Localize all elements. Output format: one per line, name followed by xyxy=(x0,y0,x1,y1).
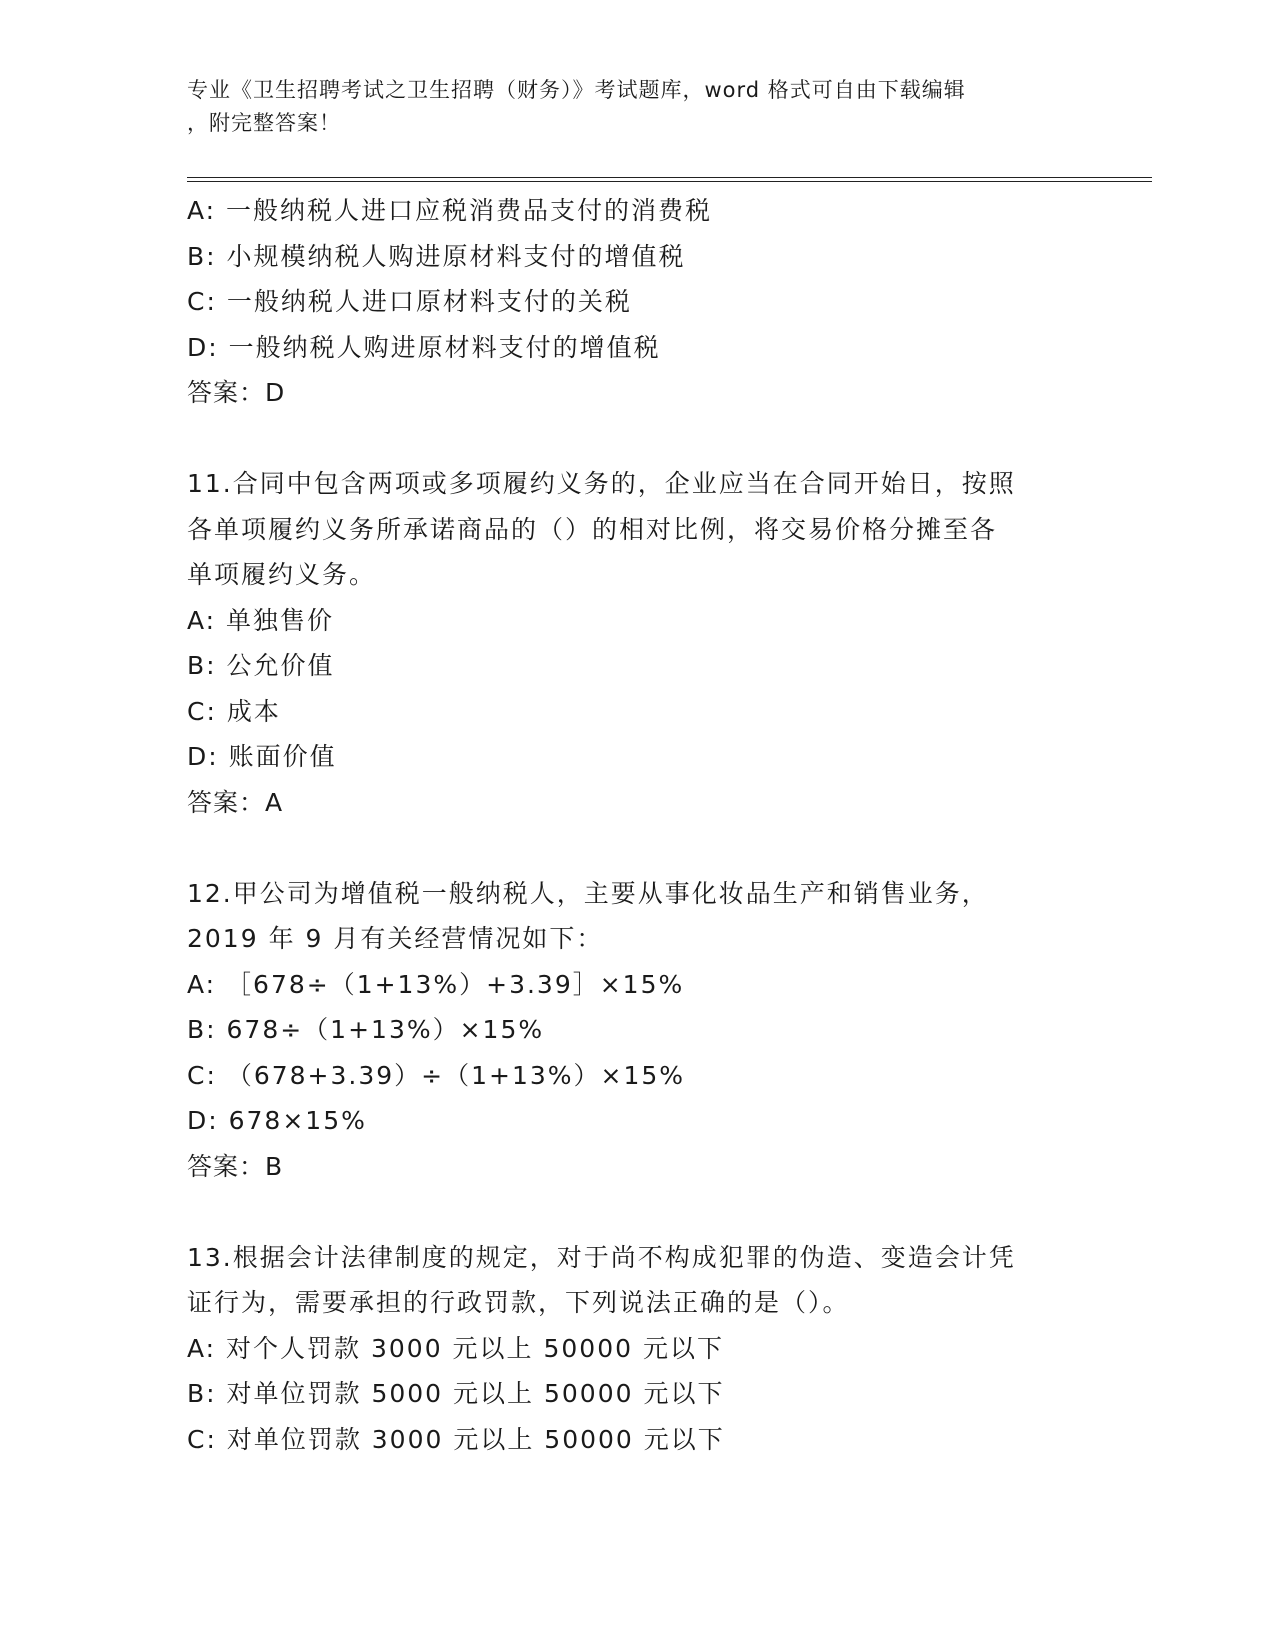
question-list xyxy=(187,188,1087,1462)
answer: 答案：B xyxy=(187,1151,284,1181)
header-divider xyxy=(187,177,1152,182)
question-stem-line: 证行为，需要承担的行政罚款，下列说法正确的是（）。 xyxy=(187,1288,850,1317)
option-b: B: 小规模纳税人购进原材料支付的增值税 xyxy=(187,241,686,271)
option-d: D: 账面价值 xyxy=(187,742,337,771)
question-10 xyxy=(187,188,1087,416)
question-stem-line: 13.根据会计法律制度的规定，对于尚不构成犯罪的伪造、变造会计凭 xyxy=(187,1242,1016,1272)
option-c: C: 成本 xyxy=(187,696,281,726)
question-12 xyxy=(187,871,1087,1190)
spacer xyxy=(187,1189,1087,1235)
header-line-2: ，附完整答案！ xyxy=(187,111,341,135)
question-11 xyxy=(187,461,1087,825)
option-a: A: 一般纳税人进口应税消费品支付的消费税 xyxy=(187,196,713,225)
answer: 答案：A xyxy=(187,787,284,817)
option-d: D: 一般纳税人购进原材料支付的增值税 xyxy=(187,332,661,362)
question-stem-line: 单项履约义务。 xyxy=(187,560,377,589)
option-a: A: 对个人罚款 3000 元以上 50000 元以下 xyxy=(187,1333,724,1363)
question-13 xyxy=(187,1235,1087,1463)
spacer xyxy=(187,416,1087,462)
document-header xyxy=(187,74,1067,140)
option-c: C: 一般纳税人进口原材料支付的关税 xyxy=(187,287,632,316)
header-line-1: 专业《卫生招聘考试之卫生招聘（财务）》考试题库，word 格式可自由下载编辑 xyxy=(187,78,966,102)
question-stem-line: 各单项履约义务所承诺商品的（）的相对比例，将交易价格分摊至各 xyxy=(187,514,998,544)
question-stem-line: 11.合同中包含两项或多项履约义务的，企业应当在合同开始日，按照 xyxy=(187,469,1016,498)
answer: 答案：D xyxy=(187,378,286,407)
question-stem-line: 2019 年 9 月有关经营情况如下： xyxy=(187,924,604,953)
option-d: D: 678×15% xyxy=(187,1106,367,1135)
question-stem-line: 12.甲公司为增值税一般纳税人，主要从事化妆品生产和销售业务， xyxy=(187,878,989,908)
option-b: B: 公允价值 xyxy=(187,651,335,680)
spacer xyxy=(187,825,1087,871)
option-b: B: 对单位罚款 5000 元以上 50000 元以下 xyxy=(187,1379,725,1408)
option-b: B: 678÷（1+13%）×15% xyxy=(187,1015,545,1044)
option-c: C: 对单位罚款 3000 元以上 50000 元以下 xyxy=(187,1424,725,1454)
option-c: C: （678+3.39）÷（1+13%）×15% xyxy=(187,1060,686,1090)
option-a: A: ［678÷（1+13%）+3.39］×15% xyxy=(187,969,685,999)
option-a: A: 单独售价 xyxy=(187,605,335,635)
